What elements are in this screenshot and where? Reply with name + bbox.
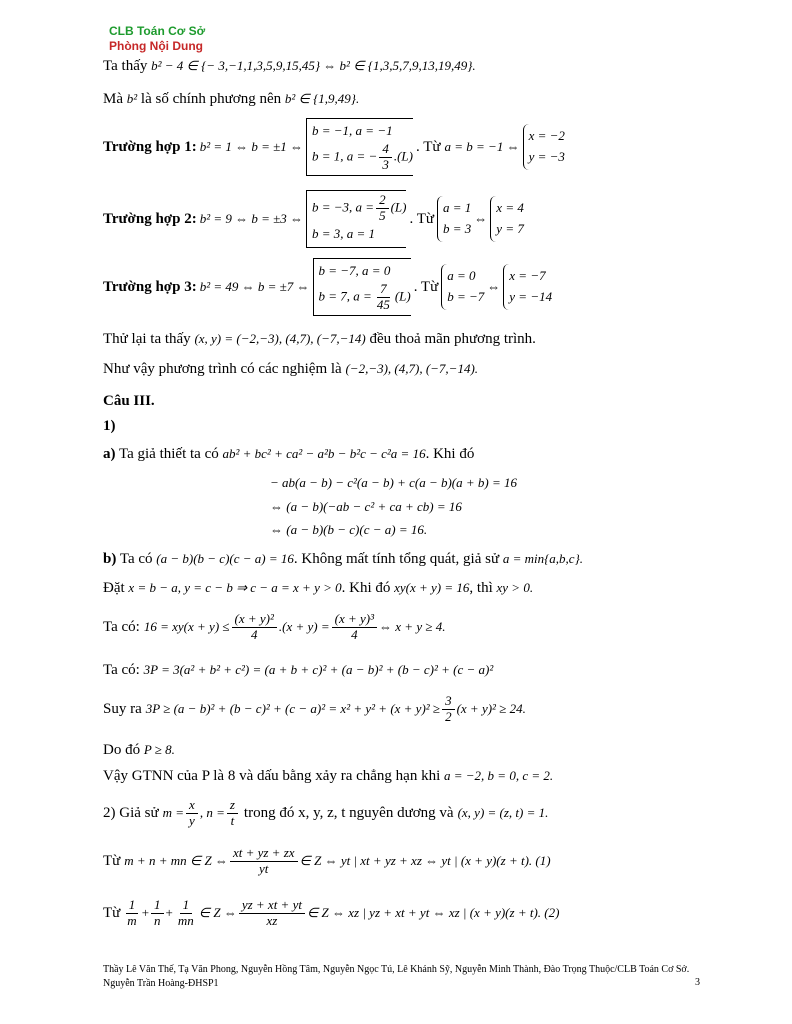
line-part-2: 2) Giả sử m = $\frac{x}{y}$ , n = $\frac{z}{t}$ trong đó x, y, z, t nguyên dương và (x, y) = (z, t) = 1. xyxy=(103,797,549,828)
line-do-do: Do đó P ≥ 8. xyxy=(103,742,175,758)
equation-3: ⇔ (a − b)(b − c)(c − a) = 16. xyxy=(270,522,428,537)
section-cau-iii: Câu III. xyxy=(103,393,155,409)
case-label: Trường hợp 3: xyxy=(103,278,197,295)
line-chinh-phuong xyxy=(103,91,359,108)
bracket-options: b = −7, a = 0 b = 7, a = $\frac{7}{45}$ (L) xyxy=(313,258,411,316)
brace-system: x = −2 y = −3 xyxy=(523,124,565,170)
math: b² ∈ {1,9,49}. xyxy=(284,91,360,106)
line-ta-co-1: Ta có: 16 = xy(x + y) ≤ $\frac{\text{(x + y)²}}{4}$ .(x + y) = $\frac{\text{(x + y)³}}{4}$ ⇔ x + y ≥ 4. xyxy=(103,611,446,642)
line-tu-2: Từ $\frac{1}{m}$ + $\frac{1}{n}$ + $\frac{1}{mn}$ ∈ Z ⇔ $\frac{yz + xt + yt}{xz}$ ∈ Z ⇔ xz | yz + xt + yt ⇔ xz | (x + y)(z + t). (2) xyxy=(103,897,560,928)
text: . Từ xyxy=(413,278,439,295)
equation-1: − ab(a − b) − c²(a − b) + c(a − b)(a + b) = 16 xyxy=(270,475,517,490)
text: Ta thấy xyxy=(103,58,148,74)
line-gtnn: Vậy GTNN của P là 8 và dấu bằng xảy ra chẳng hạn khi a = −2, b = 0, c = 2. xyxy=(103,768,554,784)
bracket-options: b = −3, a = $\frac{2}{5}$ (L) b = 3, a = 1 xyxy=(306,190,406,248)
line-ket-luan: Như vậy phương trình có các nghiệm là (−2,−3), (4,7), (−7,−14). xyxy=(103,361,479,377)
line-ta-thay xyxy=(103,58,476,75)
math: a = b = −1 ⇔ xyxy=(444,138,520,154)
line-thu-lai: Thử lại ta thấy (x, y) = (−2,−3), (4,7), (−7,−14) đều thoả mãn phương trình. xyxy=(103,331,536,347)
equation-2: ⇔ (a − b)(−ab − c² + ca + cb) = 16 xyxy=(270,499,462,514)
line-ta-co-2: Ta có: 3P = 3(a² + b² + c²) = (a + b + c)² + (a − b)² + (b − c)² + (c − a)² xyxy=(103,662,494,678)
footer-authors: Thầy Lê Văn Thế, Tạ Văn Phong, Nguyễn Hồng Tâm, Nguyễn Ngọc Tú, Lê Khánh Sỹ, Nguyễn Minh Thành, Đào Trọng Thuộc/CLB Toán Cơ Sở. Nguyễn Trần Hoàng-ĐHSP1 xyxy=(103,964,690,989)
brace-system: x = −7 y = −14 xyxy=(503,264,552,310)
page-number: 3 xyxy=(695,977,700,988)
math: b² = 49 ⇔ b = ±7 ⇔ xyxy=(199,278,310,294)
case-3: Trường hợp 3: b² = 49 ⇔ b = ±7 ⇔ b = −7, a = 0 b = 7, a = $\frac{7}{45}$ (L) . Từ a = 0 b = −7 ⇔ x = −7 y = −14 xyxy=(103,258,555,316)
math: b² = 1 ⇔ b = ±1 ⇔ xyxy=(199,138,304,154)
line-a: a) Ta giả thiết ta có ab² + bc² + ca² − a²b − b²c − c²a = 16. Khi đó xyxy=(103,446,475,462)
department-name: Phòng Nội Dung xyxy=(109,39,203,53)
math: b² = 9 ⇔ b = ±3 ⇔ xyxy=(199,210,304,226)
text: là số chính phương nên xyxy=(140,91,282,107)
math: b² − 4 ∈ {− 3,−1,1,3,5,9,15,45} ⇔ b² ∈ {1,3,5,7,9,13,19,49}. xyxy=(151,58,476,73)
bracket-options xyxy=(306,118,413,176)
option: b = 1, a = − $\frac{4}{3}$ .(L) xyxy=(312,140,413,172)
case-2: Trường hợp 2: b² = 9 ⇔ b = ±3 ⇔ b = −3, a = $\frac{2}{5}$ (L) b = 3, a = 1 . Từ a = 1 b = 3 ⇔ x = 4 y = 7 xyxy=(103,190,527,248)
brace-system: x = 4 y = 7 xyxy=(490,196,524,242)
text: . Từ xyxy=(409,210,435,227)
option: b = −1, a = −1 xyxy=(312,123,393,138)
case-label: Trường hợp 1: xyxy=(103,138,197,155)
brace-system: a = 0 b = −7 xyxy=(441,264,484,310)
text: . Từ xyxy=(415,138,441,155)
part-1-label: 1) xyxy=(103,418,116,434)
case-label: Trường hợp 2: xyxy=(103,210,197,227)
case-1 xyxy=(103,118,568,176)
line-suy-ra: Suy ra 3P ≥ (a − b)² + (b − c)² + (c − a)² = x² + y² + (x + y)² ≥ $\frac{3}{2}$ (x + y)² ≥ 24. xyxy=(103,693,526,724)
line-dat: Đặt x = b − a, y = c − b ⇒ c − a = x + y > 0. Khi đó xy(x + y) = 16, thì xy > 0. xyxy=(103,580,534,596)
line-b: b) Ta có (a − b)(b − c)(c − a) = 16. Không mất tính tổng quát, giả sử a = min{a,b,c}. xyxy=(103,551,584,567)
line-tu-1: Từ m + n + mn ∈ Z ⇔ $\frac{xt + yz + zx}{yt}$ ∈ Z ⇔ yt | xt + yz + xz ⇔ yt | (x + y)(z + t). (1) xyxy=(103,845,551,876)
math: b² xyxy=(126,91,138,106)
club-name: CLB Toán Cơ Sở xyxy=(109,24,206,38)
text: Mà xyxy=(103,91,123,107)
brace-system: a = 1 b = 3 xyxy=(437,196,471,242)
